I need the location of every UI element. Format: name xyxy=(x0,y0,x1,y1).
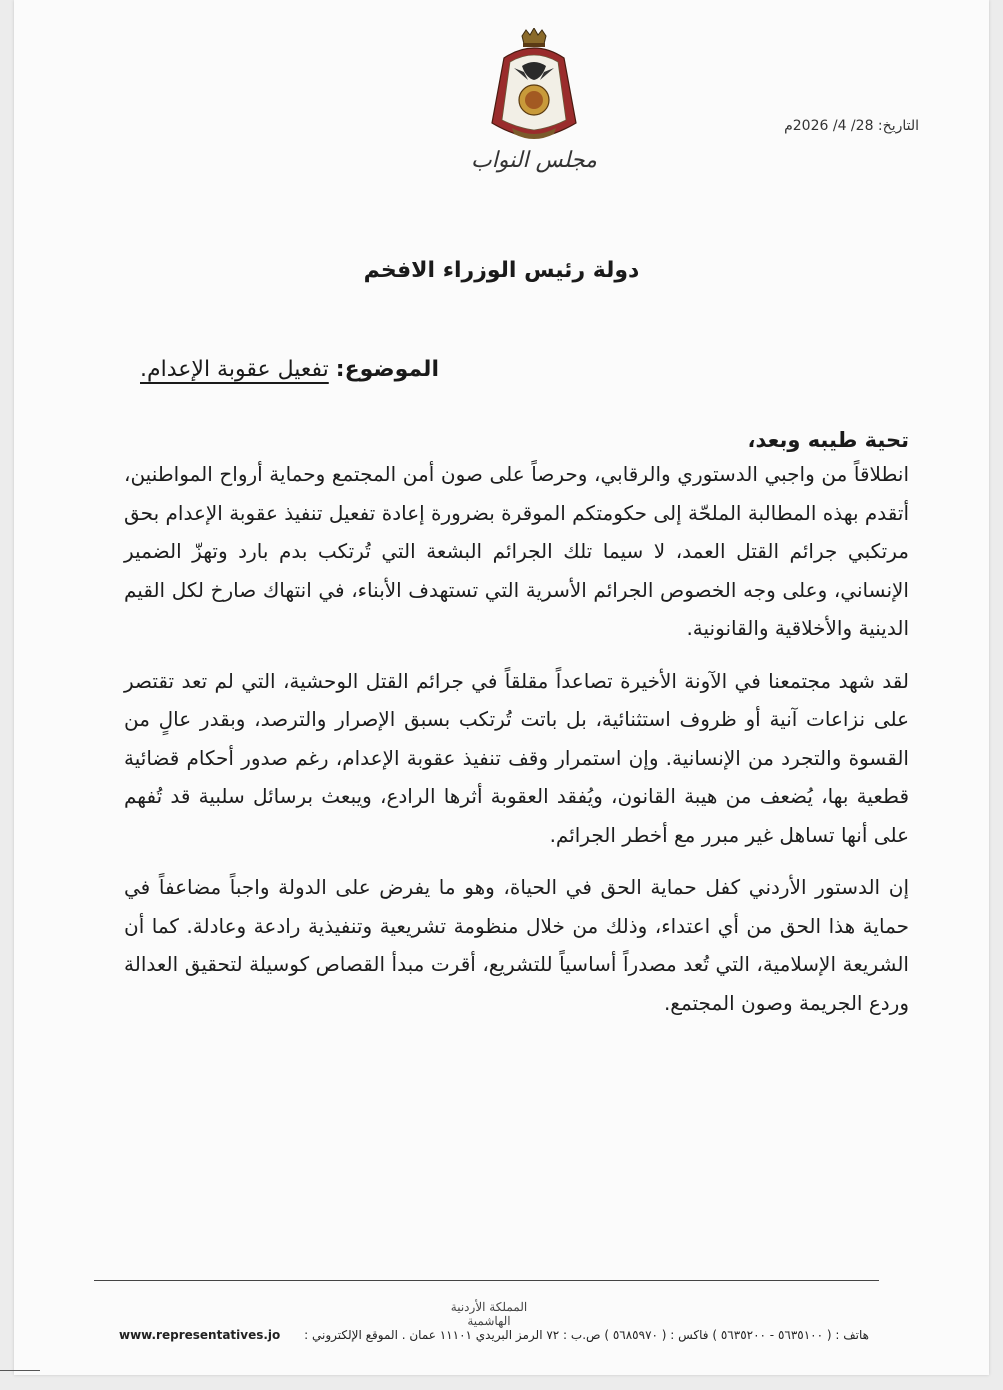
page-edge xyxy=(0,1370,40,1371)
subject-label: الموضوع: xyxy=(335,357,439,382)
letter-body xyxy=(124,455,909,1036)
footer-contact xyxy=(119,1328,869,1342)
paragraph: لقد شهد مجتمعنا في الآونة الأخيرة تصاعداً مقلقاً في جرائم القتل الوحشية، التي لم تعد تقتصر على نزاعات آنية أو ظروف استثنائية، بل باتت تُرتكب بسبق الإصرار والترصد، وبقدر عالٍ من القسوة والتجرد من الإنسانية. وإن استمرار وقف تنفيذ عقوبة الإعدام، رغم صدور أحكام قضائية قطعية بها، يُضعف من هيبة القانون، ويُفقد العقوبة أثرها الرادع، ويبعث برسائل سلبية قد تُفهم على أنها تساهل غير مبرر مع أخطر الجرائم. xyxy=(124,668,909,847)
contact-details: هاتف : ( ٥٦٣٥١٠٠ - ٥٦٣٥٢٠٠ ) فاكس : ( ٥٦٨٥٩٧٠ ) ص.ب : ٧٢ الرمز البريدي ١١١٠١ عمان . الموقع الإلكتروني : xyxy=(304,1328,869,1342)
subject-line xyxy=(140,357,439,382)
subject-text: تفعيل عقوبة الإعدام. xyxy=(140,357,329,382)
coat-of-arms-icon xyxy=(484,28,584,148)
footer-kingdom-mark: المملكة الأردنية الهاشمية xyxy=(450,1300,528,1328)
parliament-name: مجلس النواب xyxy=(471,148,597,173)
website-link[interactable]: www.representatives.jo xyxy=(119,1328,281,1342)
greeting: تحية طيبه وبعد، xyxy=(747,428,909,452)
paragraph: إن الدستور الأردني كفل حماية الحق في الحياة، وهو ما يفرض على الدولة واجباً مضاعفاً في حماية هذا الحق من أي اعتداء، وذلك من خلال منظومة تشريعية وتنفيذية رادعة وعادلة. كما أن الشريعة الإسلامية، التي تُعد مصدراً أساسياً للتشريع، أقرت مبدأ القصاص كوسيلة لتحقيق العدالة وردع الجريمة وصون المجتمع. xyxy=(124,875,909,1015)
letter-sheet xyxy=(14,0,989,1375)
letter-date: التاريخ: 28/ 4/ 2026م xyxy=(784,118,919,134)
addressee: دولة رئيس الوزراء الافخم xyxy=(363,258,640,283)
footer-divider xyxy=(94,1280,879,1281)
paragraph: انطلاقاً من واجبي الدستوري والرقابي، وحرصاً على صون أمن المجتمع وحماية أرواح المواطنين، أتقدم بهذه المطالبة الملحّة إلى حكومتكم الموقرة بضرورة إعادة تفعيل تنفيذ عقوبة الإعدام بحق مرتكبي جرائم القتل العمد، لا سيما تلك الجرائم البشعة التي تُرتكب بدم بارد وتهزّ الضمير الإنساني، وعلى وجه الخصوص الجرائم الأسرية التي تستهدف الأبناء، في انتهاك صارخ لكل القيم الدينية والأخلاقية والقانونية. xyxy=(124,462,909,640)
